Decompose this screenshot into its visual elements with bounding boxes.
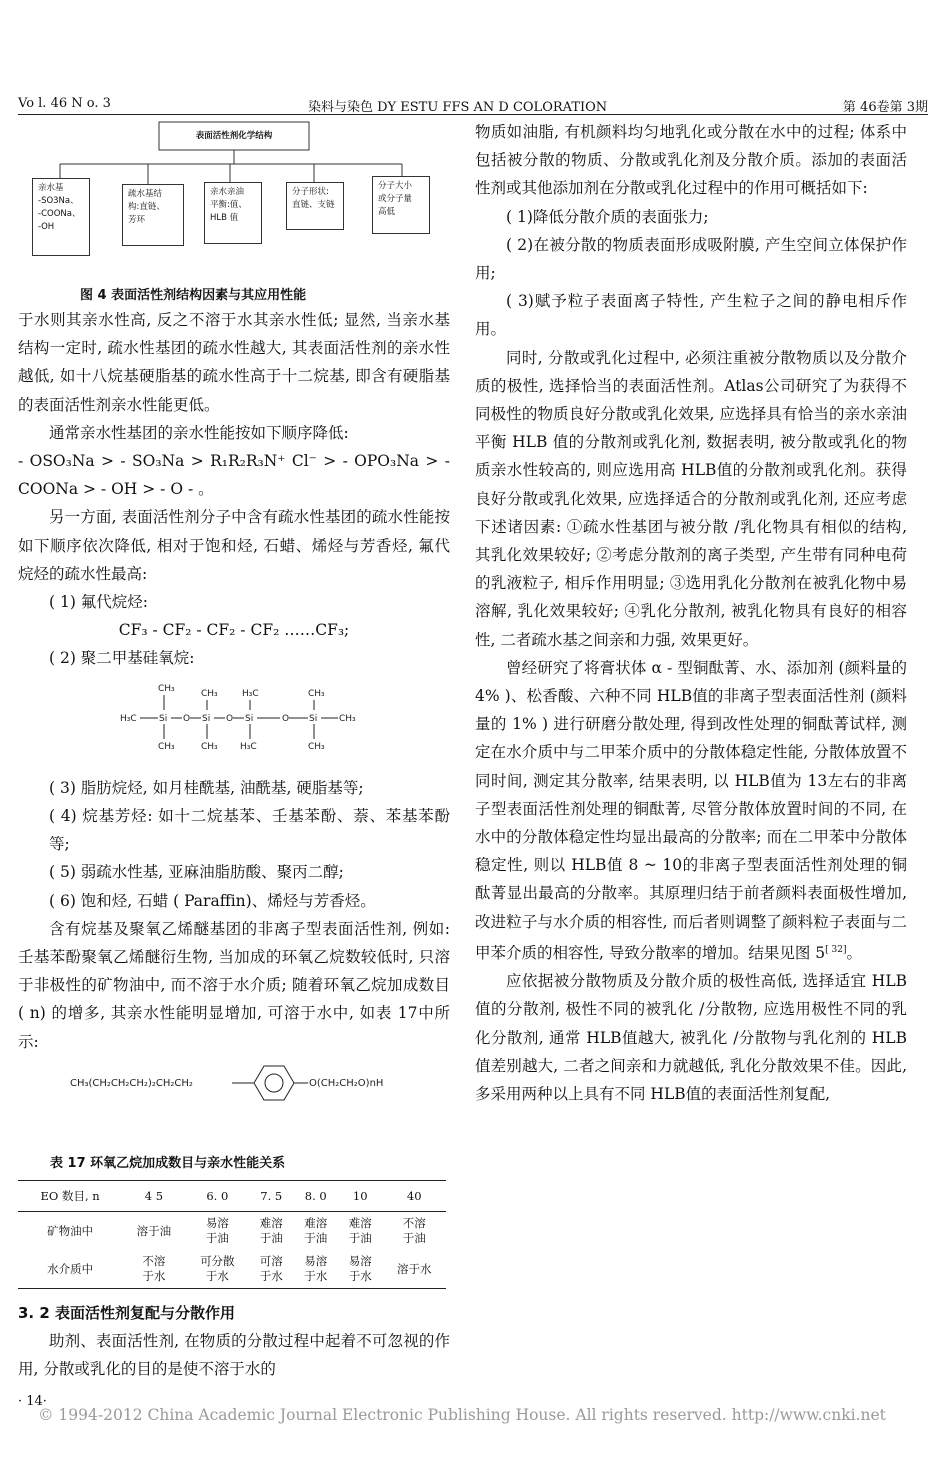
list-item: ( 1)降低分散介质的表面张力;: [506, 207, 709, 226]
svg-text:O: O: [183, 713, 191, 724]
figure-4-box-shape: 分子形状: 直链、支链: [286, 182, 344, 230]
table-cell: 易溶 于水: [338, 1250, 382, 1289]
section-heading: 3. 2 表面活性剂复配与分散作用: [18, 1304, 236, 1322]
table-cell: 可溶 于水: [249, 1250, 293, 1289]
svg-text:H₃C: H₃C: [240, 741, 257, 752]
svg-text:H₃C: H₃C: [120, 713, 137, 724]
figure-4-box-hlb: 亲水亲油 平衡:值、 HLB 值: [204, 182, 262, 244]
table-17: [18, 1180, 446, 1289]
figure-4-box-hydrophilic: 亲水基 -SO3Na、 -COONa、 -OH: [32, 178, 90, 256]
table-cell: 易溶 于油: [205, 1216, 229, 1245]
table-cell: 不溶 于水: [122, 1250, 185, 1289]
paragraph: 通常亲水性基团的亲水性能按如下顺序降低:: [49, 423, 349, 442]
list-item: ( 2)在被分散的物质表面形成吸附膜, 产生空间立体保护作用;: [475, 235, 907, 283]
paragraph-end: 。: [846, 944, 863, 963]
list-item: ( 6) 饱和烃, 石蜡 ( Paraffin)、烯烃与芳香烃。: [49, 891, 376, 910]
svg-text:CH₃: CH₃: [201, 741, 218, 752]
citation-ref: [ 32]: [825, 944, 847, 955]
running-header: [18, 96, 928, 116]
list-item: ( 3)赋予粒子表面离子特性, 产生粒子之间的静电相斥作用。: [475, 292, 907, 339]
header-issue: 第 46卷第 3期: [842, 100, 928, 115]
paragraph: 助剂、表面活性剂, 在物质的分散过程中起着不可忽视的作用, 分散或乳化的目的是使不溶于水的: [18, 1332, 450, 1378]
svg-text:Si: Si: [245, 713, 254, 724]
table-header-cell: EO 数目, n: [18, 1181, 122, 1212]
phenol-left-group: CH₃(CH₂CH₂CH₂)₂CH₂CH₂: [70, 1077, 193, 1089]
polydimethylsiloxane-structure: [18, 677, 438, 761]
table-header-cell: 10: [338, 1181, 382, 1212]
table-header-cell: 4 5: [122, 1181, 185, 1212]
hydrophilic-order-formula: - OSO₃Na > - SO₃Na > R₁R₂R₃N⁺ Cl⁻ > - OPO₃Na > - COONa > - OH > - O - 。: [18, 452, 450, 499]
table-cell: 可分散 于水: [186, 1250, 249, 1289]
list-item: ( 5) 弱疏水性基, 亚麻油脂肪酸、聚丙二醇;: [49, 863, 344, 882]
page-number: · 14·: [18, 1394, 47, 1409]
paragraph: 含有烷基及聚氧乙烯醚基团的非离子型表面活性剂, 例如: 壬基苯酚聚氧乙烯醚衍生物, 当加成的环氧乙烷数较低时, 只溶于非极性的矿物油中, 而不溶于水介质; 随着环氧乙烷加成数目 ( n) 的增多, 其亲水性能明显增加, 可溶于水中, 如表 17中所示:: [18, 919, 450, 1051]
table-cell: 难溶 于油: [259, 1216, 283, 1245]
svg-text:CH₃: CH₃: [308, 688, 325, 699]
table-17-caption: 表 17 环氧乙烷加成数目与亲水性能关系: [50, 1156, 286, 1171]
svg-text:CH₃: CH₃: [339, 713, 356, 724]
paragraph: [475, 654, 907, 967]
svg-text:Si: Si: [202, 713, 211, 724]
phenol-right-group: O(CH₂CH₂O)nH: [309, 1077, 384, 1089]
list-item: ( 4) 烷基芳烃: 如十二烷基苯、壬基苯酚、萘、苯基苯酚等;: [49, 807, 450, 854]
table-cell: 不溶 于油: [402, 1216, 426, 1245]
svg-text:CH₃: CH₃: [158, 741, 175, 752]
table-header-cell: 8. 0: [294, 1181, 338, 1212]
svg-text:H₃C: H₃C: [242, 688, 259, 699]
table-row: [18, 1250, 446, 1289]
list-item: ( 2) 聚二甲基硅氧烷:: [49, 649, 195, 668]
figure-4-box-hydrophobic: 疏水基结 构:直链、 芳环: [122, 184, 184, 246]
svg-text:Si: Si: [309, 713, 318, 724]
table-header-row: [18, 1181, 446, 1212]
svg-text:Si: Si: [159, 713, 168, 724]
paragraph: 应依据被分散物质及分散介质的极性高低, 选择适宜 HLB值的分散剂, 极性不同的被乳化 /分散物, 应选用极性不同的乳化分散剂, 通常 HLB值越大, 被乳化 /分散物与乳化剂的 HLB值差别越大, 二者之间亲和力就越低, 乳化分散效果不佳。因此, 多采用两种以上具有不同 HLB值的表面活性剂复配,: [475, 972, 907, 1104]
right-column: [475, 118, 907, 1108]
paragraph: 另一方面, 表面活性剂分子中含有疏水性基团的疏水性能按如下顺序依次降低, 相对于饱和烃, 石蜡、烯烃与芳香烃, 氟代烷烃的疏水性最高:: [18, 508, 450, 583]
nonylphenol-ethoxylate-structure: [18, 1058, 438, 1106]
table-cell: 易溶 于水: [294, 1250, 338, 1289]
svg-text:O: O: [282, 713, 290, 724]
svg-text:CH₃: CH₃: [158, 683, 175, 694]
list-item: ( 3) 脂肪烷烃, 如月桂酰基, 油酰基, 硬脂基等;: [49, 778, 364, 797]
paragraph: 于水则其亲水性高, 反之不溶于水其亲水性低; 显然, 当亲水基结构一定时, 疏水性基团的疏水性越大, 其表面活性剂的亲水性越低, 如十八烷基硬脂基的疏水性高于十二烷基, 即含有硬脂基的表面活性剂亲水性能更低。: [18, 311, 450, 414]
table-cell: 矿物油中: [47, 1223, 94, 1238]
table-header-cell: 40: [382, 1181, 446, 1212]
figure-4-box-size: 分子大小 或分子量 高低: [372, 176, 430, 234]
table-cell: 难溶 于油: [348, 1216, 372, 1245]
figure-4-diagram: [24, 120, 444, 280]
table-row: [18, 1212, 446, 1251]
svg-text:CH₃: CH₃: [201, 688, 218, 699]
left-column: [18, 306, 450, 1117]
figure-4-top-box: 表面活性剂化学结构: [195, 131, 273, 141]
header-rule: [18, 114, 928, 115]
table-header-cell: 6. 0: [186, 1181, 249, 1212]
header-journal: 染料与染色 DY ESTU FFS AN D COLORATION: [308, 100, 608, 115]
copyright-footer: © 1994-2012 China Academic Journal Electronic Publishing House. All rights reserved. http://www.cnki.net: [38, 1406, 886, 1424]
svg-text:CH₃: CH₃: [308, 741, 325, 752]
fluoroalkane-formula: CF₃ - CF₂ - CF₂ - CF₂ ……CF₃;: [118, 621, 350, 640]
list-item: ( 1) 氟代烷烃:: [49, 593, 149, 612]
svg-text:O: O: [226, 713, 234, 724]
table-cell: 溶于水: [382, 1250, 446, 1289]
paragraph: 同时, 分散或乳化过程中, 必须注重被分散物质以及分散介质的极性, 选择恰当的表面活性剂。Atlas公司研究了为获得不同极性的物质良好分散或乳化效果, 应选择具有恰当的亲水亲油平衡 HLB 值的分散剂或乳化剂, 数据表明, 被分散或乳化的物质亲水性较高的, 则应选用高 HLB值的分散剂或乳化剂。获得良好分散或乳化效果, 应选择适合的分散剂或乳化剂, 还应考虑下述诸因素: ①疏水性基团与被分散 /乳化物具有相似的结构, 其乳化效果较好; ②考虑分散剂的离子类型, 产生带有同种电荷的乳液粒子, 相斥作用明显; ③选用乳化分散剂在被乳化物中易溶解, 乳化效果较好; ④乳化分散剂, 被乳化物具有良好的相容性, 二者疏水基之间亲和力强, 效果更好。: [475, 348, 907, 649]
figure-4-caption: 图 4 表面活性剂结构因素与其应用性能: [80, 288, 307, 303]
header-volume: Vo l. 46 N o. 3: [18, 96, 111, 111]
paragraph: 物质如油脂, 有机颜料均匀地乳化或分散在水中的过程; 体系中包括被分散的物质、分散或乳化剂及分散介质。添加的表面活性剂或其他添加剂在分散或乳化过程中的作用可概括如下:: [475, 123, 907, 198]
table-cell: 溶于油: [136, 1223, 172, 1238]
table-cell: 水介质中: [18, 1250, 122, 1289]
paragraph-text: 曾经研究了将膏状体 α - 型铜酞菁、水、添加剂 (颜料量的 4% )、松香酸、六种不同 HLB值的非离子型表面活性剂 (颜料量的 1% ) 进行研磨分散处理, 得到改性处理的铜酞菁试样, 测定在水介质中与二甲苯介质中的分散体稳定性能, 分散体放置不同时间, 测定其分散率, 结果表明, 以 HLB值为 13左右的非离子型表面活性剂处理的铜酞菁, 尽管分散体放置时间的不同, 在水中的分散体稳定性均显出最高的分散率; 而在二甲苯中分散体稳定性, 则以 HLB值 8 ~ 10的非离子型表面活性剂处理的铜酞菁显出最高的分散率。其原理归结于前者颜料表面极性增加, 改进粒子与水介质的相容性, 而后者则调整了颜料粒子表面与二甲苯介质的相容性, 导致分散率的增加。结果见图 5: [475, 658, 907, 963]
table-cell: 难溶 于油: [304, 1216, 328, 1245]
table-header-cell: 7. 5: [249, 1181, 293, 1212]
